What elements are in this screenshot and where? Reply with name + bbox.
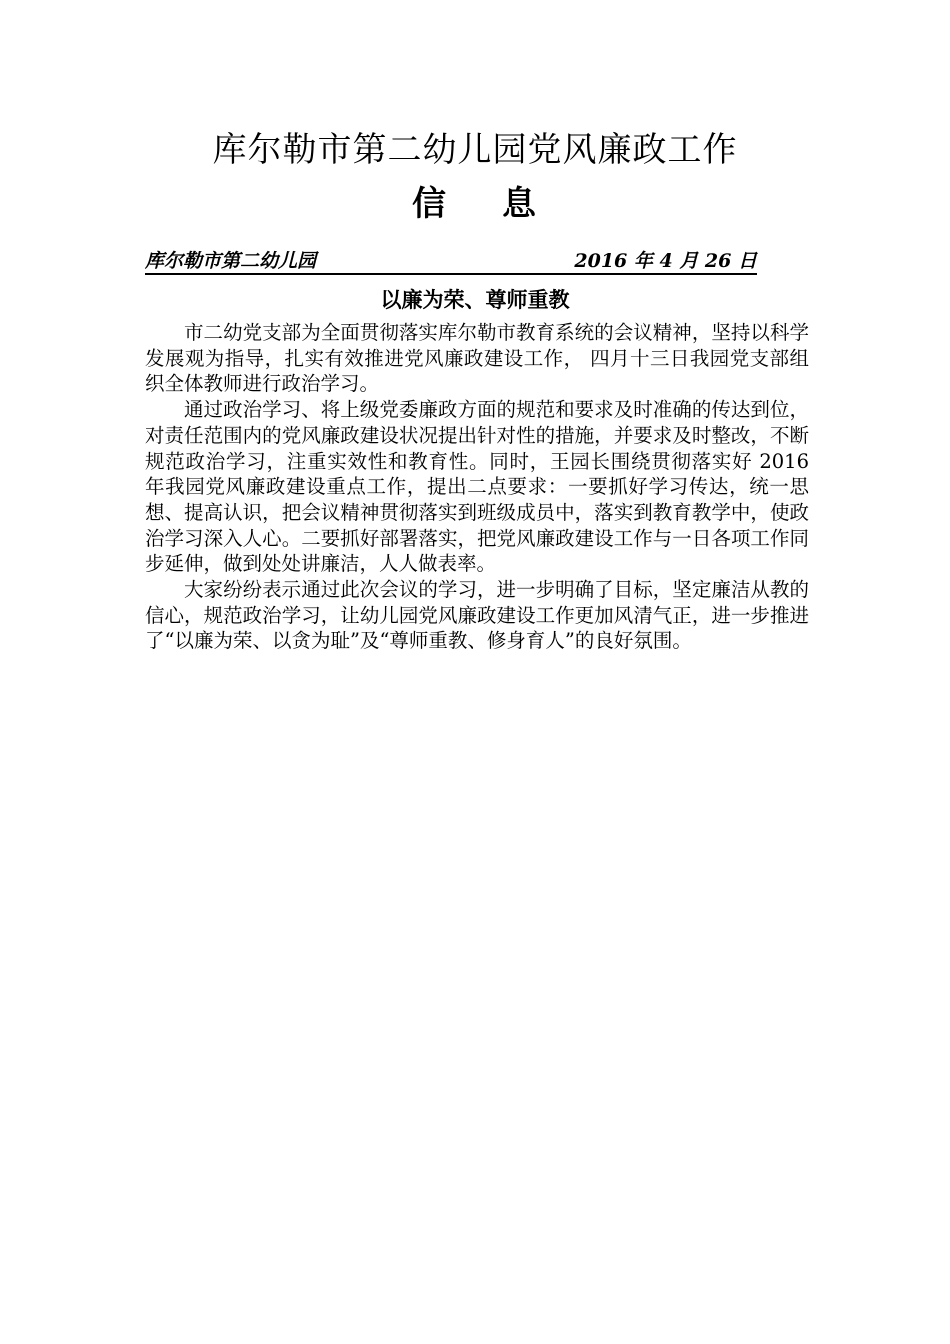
organization-name: 库尔勒市第二幼儿园 (145, 250, 317, 272)
paragraph: 大家纷纷表示通过此次会议的学习，进一步明确了目标，坚定廉洁从教的信心，规范政治学习，让幼儿园党风廉政建设工作更加风清气正，进一步推进了“以廉为荣、以贪为耻”及“尊师重教、修身育人”的良好氛围。 (145, 578, 809, 653)
issue-date: 2016 年 4 月 26 日 (574, 250, 757, 272)
paragraph: 通过政治学习、将上级党委廉政方面的规范和要求及时准确的传达到位，对责任范围内的党风廉政建设状况提出针对性的措施，并要求及时整改，不断规范政治学习，注重实效性和教育性。同时，王园长围绕贯彻落实好 2016 年我园党风廉政建设重点工作，提出二点要求：一要抓好学习传达，统一思想、提高认识，把会议精神贯彻落实到班级成员中，落实到教育教学中，使政治学习深入人心。二要抓好部署落实，把党风廉政建设工作与一日各项工作同步延伸，做到处处讲廉洁，人人做表率。 (145, 398, 809, 576)
paragraph: 市二幼党支部为全面贯彻落实库尔勒市教育系统的会议精神，坚持以科学发展观为指导，扎实有效推进党风廉政建设工作， 四月十三日我园党支部组织全体教师进行政治学习。 (145, 321, 809, 396)
subtitle-char-1: 信 (412, 184, 448, 224)
subtitle-char-2: 息 (502, 184, 538, 224)
article-body (145, 320, 809, 654)
document-title: 库尔勒市第二幼儿园党风廉政工作 (212, 130, 738, 170)
article-title: 以廉为荣、尊师重教 (380, 287, 570, 312)
header-row (145, 249, 757, 275)
document-subtitle (0, 182, 950, 226)
